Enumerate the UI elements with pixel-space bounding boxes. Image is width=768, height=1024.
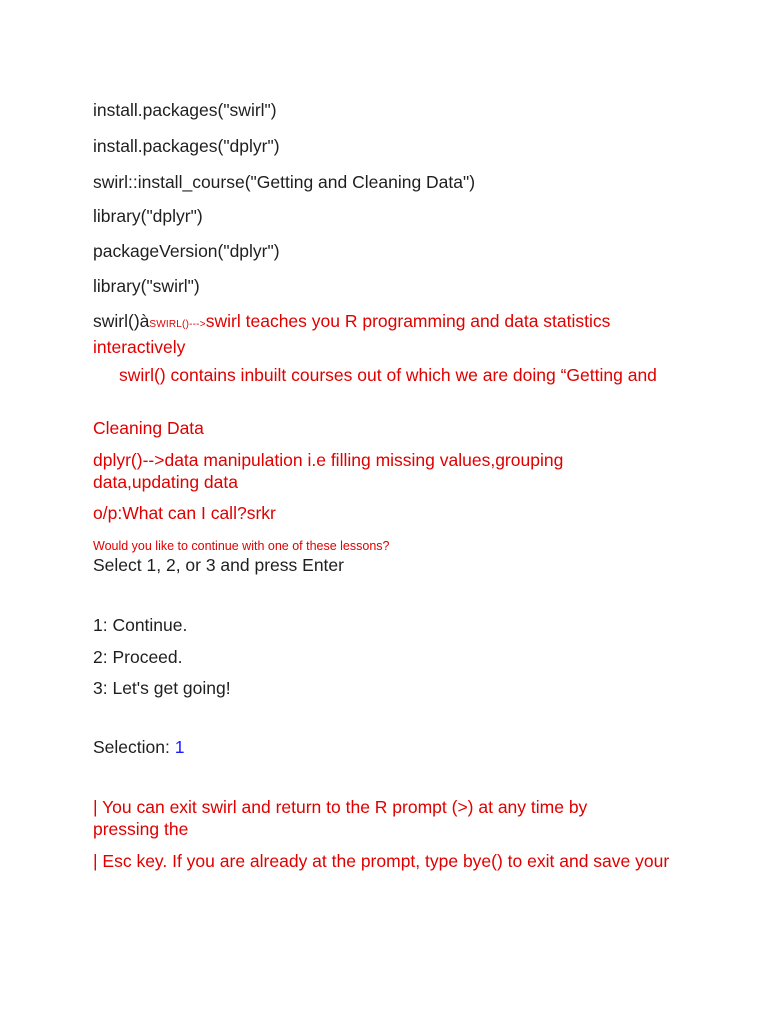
option-item: 1: Continue. bbox=[93, 615, 188, 635]
exit-line-1: | You can exit swirl and return to the R prompt (>) at any time by pressing the bbox=[93, 797, 588, 839]
swirl-small-text: SWIRL()---> bbox=[149, 319, 206, 330]
prompt-question: Would you like to continue with one of these lessons? bbox=[93, 539, 390, 553]
swirl-description bbox=[93, 310, 678, 358]
note-output: o/p:What can I call?srkr bbox=[93, 503, 276, 523]
option-item: 2: Proceed. bbox=[93, 647, 183, 667]
exit-line-2: | Esc key. If you are already at the prompt, type bye() to exit and save your bbox=[93, 851, 670, 871]
swirl-prefix: swirl()à bbox=[93, 311, 150, 331]
code-line: library("dplyr") bbox=[93, 206, 203, 226]
option-item: 3: Let's get going! bbox=[93, 678, 231, 698]
code-line: install.packages("swirl") bbox=[93, 100, 277, 120]
selection-line bbox=[93, 736, 184, 758]
code-line: packageVersion("dplyr") bbox=[93, 241, 280, 261]
code-line: swirl::install_course("Getting and Cleaning Data") bbox=[93, 172, 476, 192]
selection-value: 1 bbox=[174, 737, 185, 757]
selection-label: Selection: bbox=[93, 737, 175, 757]
code-line: install.packages("dplyr") bbox=[93, 136, 280, 156]
note-courses: swirl() contains inbuilt courses out of which we are doing “Getting and bbox=[119, 365, 657, 385]
note-dplyr: dplyr()-->data manipulation i.e filling missing values,grouping data,updating data bbox=[93, 450, 564, 492]
prompt-instruction: Select 1, 2, or 3 and press Enter bbox=[93, 555, 344, 575]
swirl-rest: swirl teaches you R programming and data statistics interactively bbox=[93, 311, 611, 357]
note-cleaning-data: Cleaning Data bbox=[93, 418, 204, 438]
code-line: library("swirl") bbox=[93, 276, 200, 296]
